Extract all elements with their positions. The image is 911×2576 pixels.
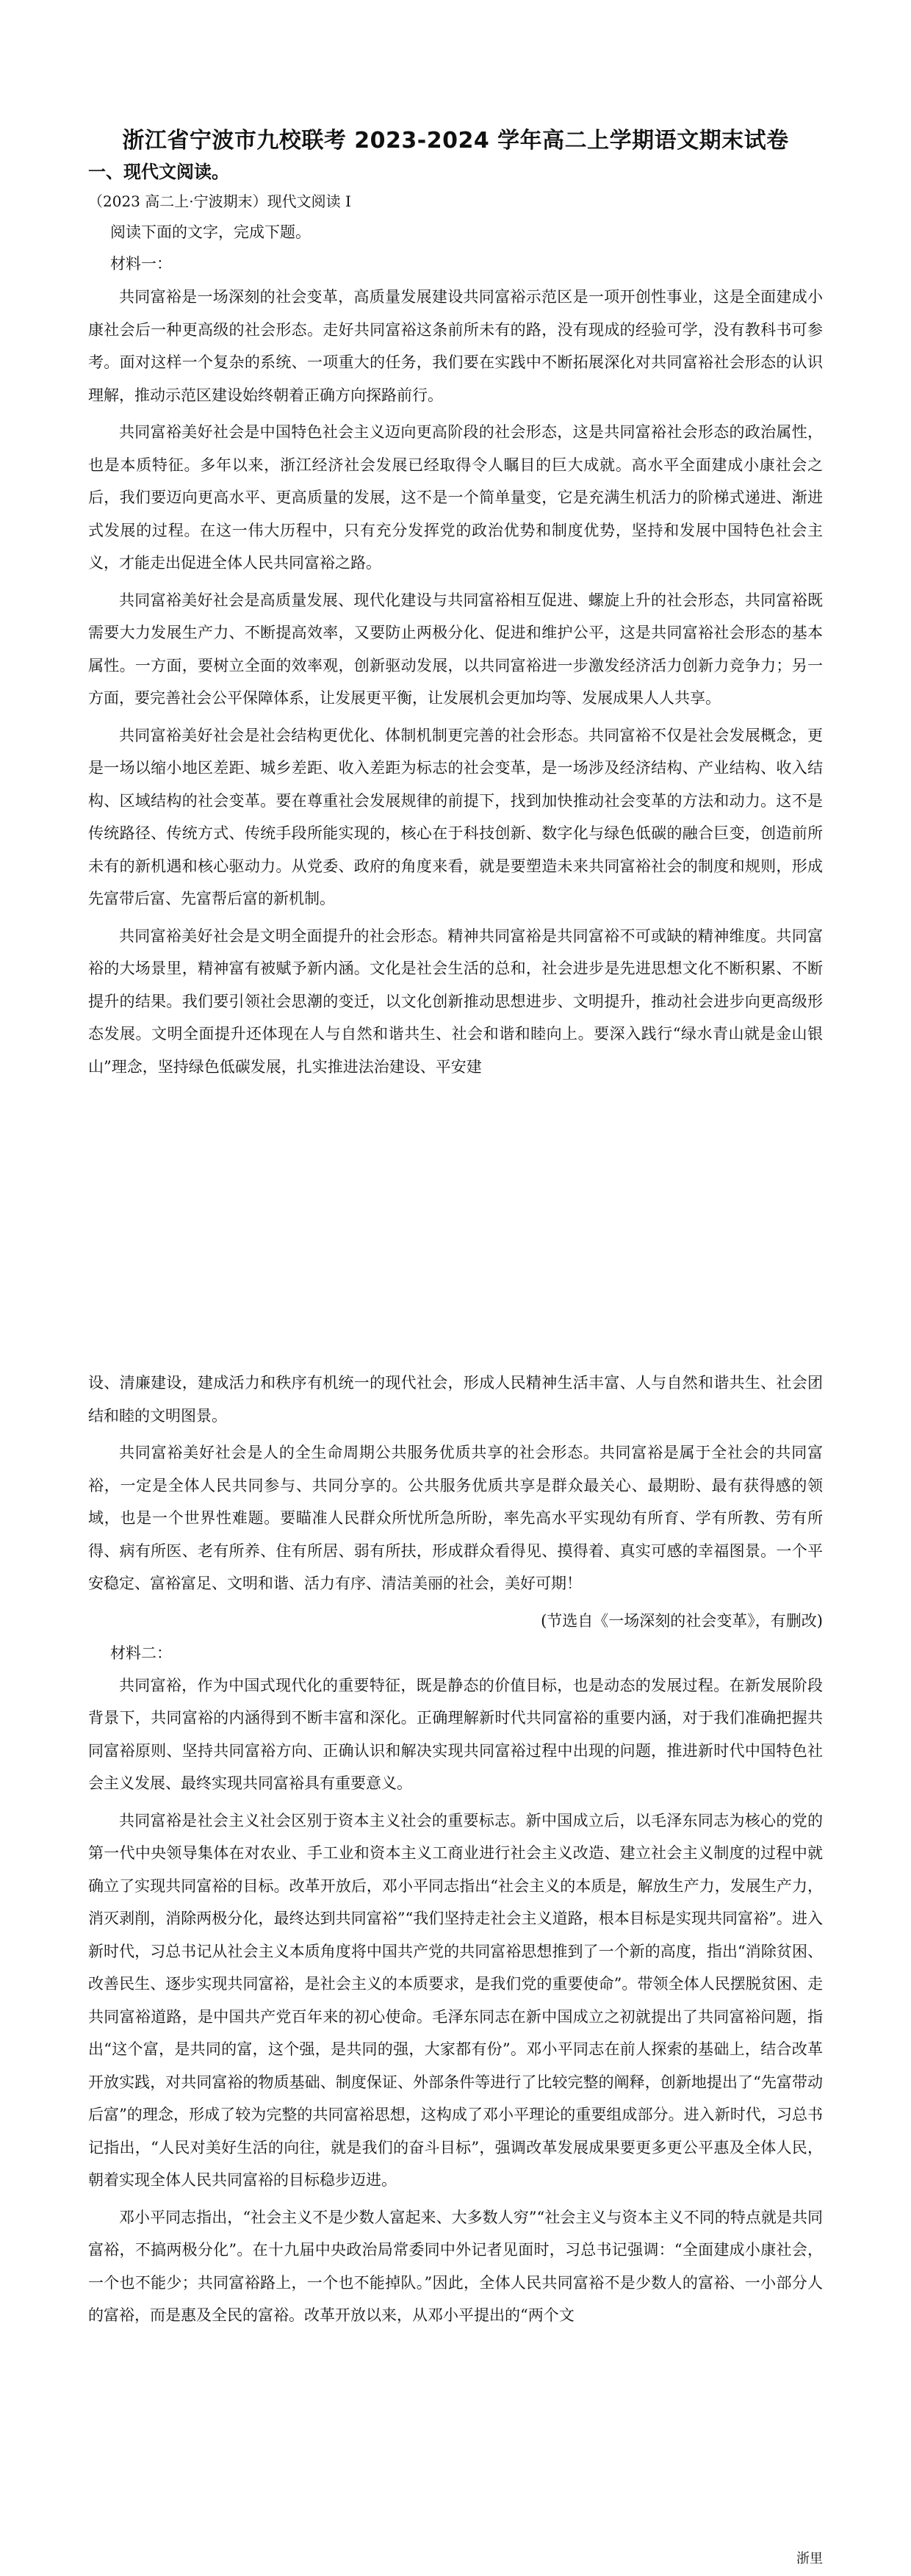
reading-instruction: 阅读下面的文字，完成下题。: [110, 223, 311, 241]
material-2-label: 材料二：: [110, 1644, 172, 1662]
material-1-body-top: [88, 281, 823, 1087]
paragraph: 共同富裕美好社会是中国特色社会主义迈向更高阶段的社会形态，这是共同富裕社会形态的政治属性，也是本质特征。多年以来，浙江经济社会发展已经取得令人瞩目的巨大成就。高水平全面建成小康社会之后，我们要迈向更高水平、更高质量的发展，这不是一个简单量变，它是充满生机活力的阶梯式递进、渐进式发展的过程。在这一伟大历程中，只有充分发挥党的政治优势和制度优势，坚持和发展中国特色社会主义，才能走出促进全体人民共同富裕之路。: [88, 423, 823, 572]
question-source: （2023 高二上·宁波期末）现代文阅读 I: [88, 193, 351, 210]
page-title: 浙江省宁波市九校联考 2023-2024 学年高二上学期语文期末试卷: [122, 128, 789, 154]
paragraph: 共同富裕美好社会是社会结构更优化、体制机制更完善的社会形态。共同富裕不仅是社会发展概念，更是一场以缩小地区差距、城乡差距、收入差距为标志的社会变革，是一场涉及经济结构、产业结构、收入结构、区域结构的社会变革。要在尊重社会发展规律的前提下，找到加快推动社会变革的方法和动力。这不是传统路径、传统方式、传统手段所能实现的，核心在于科技创新、数字化与绿色低碳的融合巨变，创造前所未有的新机遇和核心驱动力。从党委、政府的角度来看，就是要塑造未来共同富裕社会的制度和规则，形成先富带后富、先富帮后富的新机制。: [88, 726, 823, 907]
paragraph: 共同富裕是社会主义社会区别于资本主义社会的重要标志。新中国成立后，以毛泽东同志为核心的党的第一代中央领导集体在对农业、手工业和资本主义工商业进行社会主义改造、建立社会主义制度的过程中就确立了实现共同富裕的目标。改革开放后，邓小平同志指出“社会主义的本质是，解放生产力，发展生产力，消灭剥削，消除两极分化，最终达到共同富裕”“我们坚持走社会主义道路，根本目标是实现共同富裕”。进入新时代，习总书记从社会主义本质角度将中国共产党的共同富裕思想推到了一个新的高度，指出“消除贫困、改善民生、逐步实现共同富裕，是社会主义的本质要求，是我们党的重要使命”。带领全体人民摆脱贫困、走共同富裕道路，是中国共产党百年来的初心使命。毛泽东同志在新中国成立之初就提出了共同富裕问题，指出“这个富，是共同的富，这个强，是共同的强，大家都有份”。邓小平同志在前人探索的基础上，结合改革开放实践，对共同富裕的物质基础、制度保证、外部条件等进行了比较完整的阐释，创新地提出了“先富带动后富”的理念，形成了较为完整的共同富裕思想，这构成了邓小平理论的重要组成部分。进入新时代，习总书记指出，“人民对美好生活的向往，就是我们的奋斗目标”，强调改革发展成果要更多更公平惠及全体人民，朝着实现全体人民共同富裕的目标稳步迈进。: [88, 1811, 823, 2189]
paragraph: 共同富裕美好社会是高质量发展、现代化建设与共同富裕相互促进、螺旋上升的社会形态，共同富裕既需要大力发展生产力、不断提高效率，又要防止两极分化、促进和维护公平，这是共同富裕社会形态的基本属性。一方面，要树立全面的效率观，创新驱动发展，以共同富裕进一步激发经济活力创新力竞争力；另一方面，要完善社会公平保障体系，让发展更平衡，让发展机会更加均等、发展成果人人共享。: [88, 591, 823, 707]
footer-watermark: 浙里: [796, 2551, 823, 2566]
paragraph: 邓小平同志指出，“社会主义不是少数人富起来、大多数人穷”“社会主义与资本主义不同的特点就是共同富裕，不搞两极分化”。在十九届中央政治局常委同中外记者见面时，习总书记强调：“全面建成小康社会，一个也不能少；共同富裕路上，一个也不能掉队。”因此，全体人民共同富裕不是少数人的富裕、一小部分人的富裕，而是惠及全民的富裕。改革开放以来，从邓小平提出的“两个文: [88, 2208, 823, 2324]
paragraph: 共同富裕是一场深刻的社会变革，高质量发展建设共同富裕示范区是一项开创性事业，这是全面建成小康社会后一种更高级的社会形态。走好共同富裕这条前所未有的路，没有现成的经验可学，没有教科书可参考。面对这样一个复杂的系统、一项重大的任务，我们要在实践中不断拓展深化对共同富裕社会形态的认识理解，推动示范区建设始终朝着正确方向探路前行。: [88, 288, 823, 404]
material-1-body-bottom: [88, 1367, 823, 2336]
paragraph: 共同富裕美好社会是人的全生命周期公共服务优质共享的社会形态。共同富裕是属于全社会的共同富裕，一定是全体人民共同参与、共同分享的。公共服务优质共享是群众最关心、最期盼、最有获得感的领域，也是一个世界性难题。要瞄准人民群众所忧所急所盼，率先高水平实现幼有所育、学有所教、劳有所得、病有所医、老有所养、住有所居、弱有所扶，形成群众看得见、摸得着、真实可感的幸福图景。一个平安稳定、富裕富足、文明和谐、活力有序、清洁美丽的社会，美好可期！: [88, 1444, 823, 1592]
section-heading: 一、现代文阅读。: [88, 162, 229, 182]
source-attribution: (节选自《一场深刻的社会变革》，有删改): [541, 1611, 823, 1630]
paragraph: 共同富裕美好社会是文明全面提升的社会形态。精神共同富裕是共同富裕不可或缺的精神维度。共同富裕的大场景里，精神富有被赋予新内涵。文化是社会生活的总和，社会进步是先进思想文化不断积累、不断提升的结果。我们要引领社会思潮的变迁，以文化创新推动思想进步、文明提升，推动社会进步向更高级形态发展。文明全面提升还体现在人与自然和谐共生、社会和谐和睦向上。要深入践行“绿水青山就是金山银山”理念，坚持绿色低碳发展，扎实推进法治建设、平安建: [88, 927, 823, 1076]
paragraph: 共同富裕，作为中国式现代化的重要特征，既是静态的价值目标，也是动态的发展过程。在新发展阶段背景下，共同富裕的内涵得到不断丰富和深化。正确理解新时代共同富裕的重要内涵，对于我们准确把握共同富裕原则、坚持共同富裕方向、正确认识和解决实现共同富裕过程中出现的问题，推进新时代中国特色社会主义发展、最终实现共同富裕具有重要意义。: [88, 1676, 823, 1792]
paragraph-continuation: 设、清廉建设，建成活力和秩序有机统一的现代社会，形成人民精神生活丰富、人与自然和谐共生、社会团结和睦的文明图景。: [88, 1374, 823, 1425]
material-1-label: 材料一：: [110, 255, 172, 273]
